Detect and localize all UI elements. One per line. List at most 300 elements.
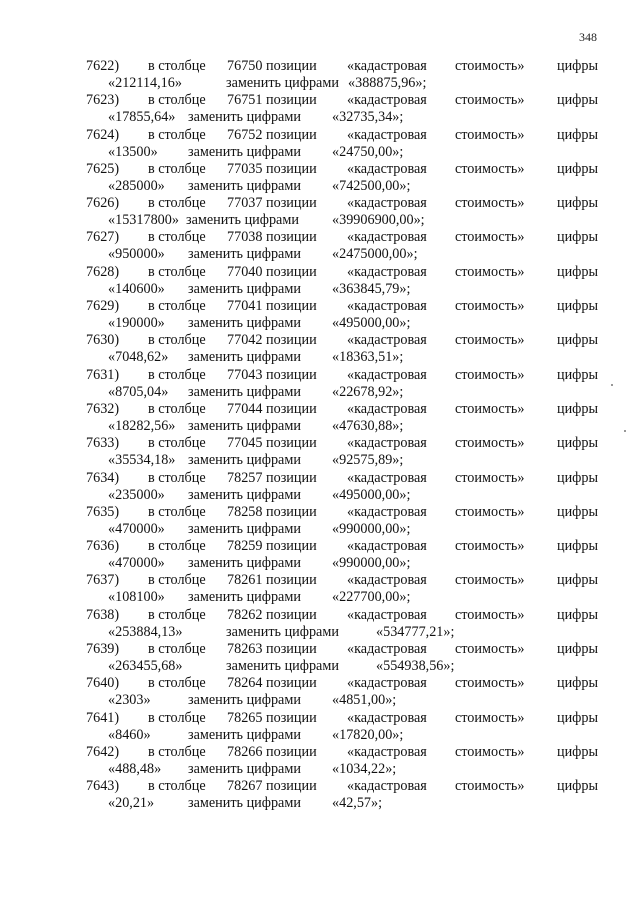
cadastral-label: «кадастровая bbox=[347, 366, 427, 383]
amendment-entry bbox=[0, 538, 639, 572]
replace-label: заменить цифрами bbox=[226, 75, 339, 91]
new-value: «32735,34»; bbox=[332, 109, 404, 126]
position-label: позиции bbox=[266, 572, 317, 589]
position-number: 78265 bbox=[227, 709, 263, 726]
position-number: 76751 bbox=[227, 92, 263, 109]
new-value: «22678,92»; bbox=[332, 383, 404, 400]
digits-label: цифры bbox=[557, 195, 599, 212]
amendment-entry bbox=[0, 504, 639, 538]
cadastral-label: «кадастровая bbox=[347, 469, 427, 486]
entry-line-2 bbox=[0, 452, 639, 469]
amendment-list bbox=[0, 58, 639, 813]
new-value: «554938,56»; bbox=[376, 658, 455, 675]
position-number: 78261 bbox=[227, 572, 263, 589]
column-label: в столбце bbox=[148, 195, 206, 212]
new-value: «534777,21»; bbox=[376, 623, 455, 640]
amendment-entry bbox=[0, 710, 639, 744]
amendment-entry bbox=[0, 401, 639, 435]
cadastral-label: «кадастровая bbox=[347, 332, 427, 349]
entry-line-2 bbox=[0, 555, 639, 572]
entry-line-2 bbox=[0, 109, 639, 126]
cost-label: стоимость» bbox=[455, 606, 525, 623]
digits-label: цифры bbox=[557, 332, 599, 349]
replace-label: заменить цифрами bbox=[226, 658, 339, 675]
position-number: 76752 bbox=[227, 126, 263, 143]
position-number: 77035 bbox=[227, 160, 263, 177]
entry-number: 7641) bbox=[86, 709, 120, 726]
old-value: «7048,62» bbox=[108, 349, 169, 366]
position-number: 77044 bbox=[227, 400, 263, 417]
cost-label: стоимость» bbox=[455, 538, 525, 555]
amendment-entry bbox=[0, 744, 639, 778]
new-value: «2475000,00»; bbox=[332, 246, 418, 263]
amendment-entry bbox=[0, 332, 639, 366]
amendment-entry bbox=[0, 298, 639, 332]
position-label: позиции bbox=[266, 298, 317, 315]
cadastral-label: «кадастровая bbox=[347, 160, 427, 177]
position-number: 77040 bbox=[227, 263, 263, 280]
position-label: позиции bbox=[266, 641, 317, 658]
entry-number: 7639) bbox=[86, 641, 120, 658]
position-text bbox=[227, 195, 317, 212]
position-label: позиции bbox=[266, 538, 317, 555]
entry-number: 7622) bbox=[86, 58, 120, 74]
entry-line-1 bbox=[0, 401, 639, 418]
new-value: «47630,88»; bbox=[332, 417, 404, 434]
position-label: позиции bbox=[266, 263, 317, 280]
digits-label: цифры bbox=[557, 229, 599, 246]
cost-label: стоимость» bbox=[455, 195, 525, 212]
amendment-entry bbox=[0, 470, 639, 504]
cost-label: стоимость» bbox=[455, 298, 525, 315]
entry-line-2 bbox=[0, 75, 639, 92]
old-value: «108100» bbox=[108, 589, 165, 606]
entry-line-1 bbox=[0, 744, 639, 761]
entry-line-2 bbox=[0, 418, 639, 435]
entry-line-1 bbox=[0, 367, 639, 384]
cost-label: стоимость» bbox=[455, 572, 525, 589]
old-value: «18282,56» bbox=[108, 417, 176, 434]
cadastral-label: «кадастровая bbox=[347, 126, 427, 143]
position-number: 77037 bbox=[227, 195, 263, 212]
cost-label: стоимость» bbox=[455, 743, 525, 760]
amendment-entry bbox=[0, 195, 639, 229]
new-value: «227700,00»; bbox=[332, 589, 411, 606]
cadastral-label: «кадастровая bbox=[347, 503, 427, 520]
digits-label: цифры bbox=[557, 538, 599, 555]
amendment-entry bbox=[0, 127, 639, 161]
position-number: 78258 bbox=[227, 503, 263, 520]
new-value: «495000,00»; bbox=[332, 486, 411, 503]
column-label: в столбце bbox=[148, 400, 206, 417]
column-label: в столбце bbox=[148, 469, 206, 486]
cadastral-label: «кадастровая bbox=[347, 435, 427, 452]
amendment-entry bbox=[0, 229, 639, 263]
old-value: «235000» bbox=[108, 486, 165, 503]
position-text bbox=[227, 675, 317, 692]
entry-line-2 bbox=[0, 795, 639, 812]
entry-line-1 bbox=[0, 92, 639, 109]
amendment-entry bbox=[0, 572, 639, 606]
new-value: «742500,00»; bbox=[332, 177, 411, 194]
entry-line-2 bbox=[0, 349, 639, 366]
column-label: в столбце bbox=[148, 229, 206, 246]
position-label: позиции bbox=[266, 606, 317, 623]
entry-line-1 bbox=[0, 298, 639, 315]
old-value: «253884,13» bbox=[108, 623, 183, 640]
entry-line-1 bbox=[0, 607, 639, 624]
old-value: «140600» bbox=[108, 280, 165, 297]
entry-number: 7630) bbox=[86, 332, 120, 349]
new-value: «92575,89»; bbox=[332, 452, 404, 469]
replace-label: заменить цифрами bbox=[188, 520, 301, 537]
cost-label: стоимость» bbox=[455, 58, 525, 74]
entry-number: 7635) bbox=[86, 503, 120, 520]
entry-line-1 bbox=[0, 675, 639, 692]
old-value: «15317800» bbox=[108, 212, 179, 229]
entry-line-1 bbox=[0, 161, 639, 178]
replace-label: заменить цифрами bbox=[188, 246, 301, 263]
entry-number: 7636) bbox=[86, 538, 120, 555]
column-label: в столбце bbox=[148, 263, 206, 280]
entry-line-2 bbox=[0, 727, 639, 744]
old-value: «8705,04» bbox=[108, 383, 169, 400]
position-number: 78259 bbox=[227, 538, 263, 555]
replace-label: заменить цифрами bbox=[188, 589, 301, 606]
entry-line-1 bbox=[0, 538, 639, 555]
entry-line-1 bbox=[0, 470, 639, 487]
cadastral-label: «кадастровая bbox=[347, 606, 427, 623]
column-label: в столбце bbox=[148, 366, 206, 383]
old-value: «488,48» bbox=[108, 760, 162, 777]
scan-speck bbox=[624, 430, 626, 432]
entry-line-2 bbox=[0, 178, 639, 195]
amendment-entry bbox=[0, 641, 639, 675]
cadastral-label: «кадастровая bbox=[347, 572, 427, 589]
digits-label: цифры bbox=[557, 606, 599, 623]
entry-number: 7633) bbox=[86, 435, 120, 452]
replace-label: заменить цифрами bbox=[188, 760, 301, 777]
cost-label: стоимость» bbox=[455, 503, 525, 520]
position-number: 77041 bbox=[227, 298, 263, 315]
column-label: в столбце bbox=[148, 160, 206, 177]
position-label: позиции bbox=[266, 92, 317, 109]
new-value: «363845,79»; bbox=[332, 280, 411, 297]
position-label: позиции bbox=[266, 366, 317, 383]
entry-line-2 bbox=[0, 246, 639, 263]
position-text bbox=[227, 435, 317, 452]
scan-speck bbox=[611, 384, 613, 386]
entry-number: 7642) bbox=[86, 743, 120, 760]
entry-number: 7623) bbox=[86, 92, 120, 109]
digits-label: цифры bbox=[557, 160, 599, 177]
entry-number: 7631) bbox=[86, 366, 120, 383]
cadastral-label: «кадастровая bbox=[347, 58, 427, 74]
cost-label: стоимость» bbox=[455, 778, 525, 795]
column-label: в столбце bbox=[148, 743, 206, 760]
digits-label: цифры bbox=[557, 709, 599, 726]
old-value: «212114,16» bbox=[108, 75, 182, 91]
position-number: 78266 bbox=[227, 743, 263, 760]
digits-label: цифры bbox=[557, 503, 599, 520]
column-label: в столбце bbox=[148, 778, 206, 795]
cadastral-label: «кадастровая bbox=[347, 641, 427, 658]
position-text bbox=[227, 778, 317, 795]
entry-line-1 bbox=[0, 58, 639, 75]
old-value: «470000» bbox=[108, 555, 165, 572]
entry-line-1 bbox=[0, 127, 639, 144]
old-value: «470000» bbox=[108, 520, 165, 537]
replace-label: заменить цифрами bbox=[226, 623, 339, 640]
column-label: в столбце bbox=[148, 641, 206, 658]
cadastral-label: «кадастровая bbox=[347, 675, 427, 692]
replace-label: заменить цифрами bbox=[188, 109, 301, 126]
cadastral-label: «кадастровая bbox=[347, 229, 427, 246]
cost-label: стоимость» bbox=[455, 469, 525, 486]
entry-line-1 bbox=[0, 332, 639, 349]
column-label: в столбце bbox=[148, 503, 206, 520]
new-value: «42,57»; bbox=[332, 795, 383, 812]
cost-label: стоимость» bbox=[455, 160, 525, 177]
digits-label: цифры bbox=[557, 263, 599, 280]
replace-label: заменить цифрами bbox=[188, 692, 301, 709]
cost-label: стоимость» bbox=[455, 263, 525, 280]
column-label: в столбце bbox=[148, 675, 206, 692]
old-value: «17855,64» bbox=[108, 109, 176, 126]
entry-line-2 bbox=[0, 761, 639, 778]
position-text bbox=[227, 470, 317, 487]
new-value: «495000,00»; bbox=[332, 315, 411, 332]
column-label: в столбце bbox=[148, 126, 206, 143]
amendment-entry bbox=[0, 92, 639, 126]
amendment-entry bbox=[0, 435, 639, 469]
entry-line-1 bbox=[0, 641, 639, 658]
old-value: «13500» bbox=[108, 143, 158, 160]
new-value: «18363,51»; bbox=[332, 349, 404, 366]
entry-line-2 bbox=[0, 589, 639, 606]
digits-label: цифры bbox=[557, 572, 599, 589]
amendment-entry bbox=[0, 264, 639, 298]
new-value: «388875,96»; bbox=[348, 75, 427, 91]
position-text bbox=[227, 641, 317, 658]
position-text bbox=[227, 229, 317, 246]
entry-line-1 bbox=[0, 435, 639, 452]
position-text bbox=[227, 367, 317, 384]
entry-line-2 bbox=[0, 315, 639, 332]
position-number: 76750 bbox=[227, 58, 263, 74]
entry-line-1 bbox=[0, 778, 639, 795]
position-label: позиции bbox=[266, 126, 317, 143]
amendment-entry bbox=[0, 675, 639, 709]
column-label: в столбце bbox=[148, 332, 206, 349]
column-label: в столбце bbox=[148, 435, 206, 452]
cadastral-label: «кадастровая bbox=[347, 195, 427, 212]
position-text bbox=[227, 92, 317, 109]
entry-line-2 bbox=[0, 692, 639, 709]
position-text bbox=[227, 744, 317, 761]
position-text bbox=[227, 264, 317, 281]
entry-line-2 bbox=[0, 384, 639, 401]
old-value: «35534,18» bbox=[108, 452, 176, 469]
position-number: 78262 bbox=[227, 606, 263, 623]
cost-label: стоимость» bbox=[455, 126, 525, 143]
position-label: позиции bbox=[266, 400, 317, 417]
position-label: позиции bbox=[266, 503, 317, 520]
entry-line-1 bbox=[0, 195, 639, 212]
column-label: в столбце bbox=[148, 58, 206, 74]
entry-line-2 bbox=[0, 144, 639, 161]
entry-number: 7628) bbox=[86, 263, 120, 280]
position-text bbox=[227, 401, 317, 418]
column-label: в столбце bbox=[148, 572, 206, 589]
cadastral-label: «кадастровая bbox=[347, 400, 427, 417]
column-label: в столбце bbox=[148, 298, 206, 315]
position-number: 78263 bbox=[227, 641, 263, 658]
entry-number: 7627) bbox=[86, 229, 120, 246]
cadastral-label: «кадастровая bbox=[347, 743, 427, 760]
position-label: позиции bbox=[266, 229, 317, 246]
cost-label: стоимость» bbox=[455, 332, 525, 349]
position-label: позиции bbox=[266, 675, 317, 692]
entry-number: 7643) bbox=[86, 778, 120, 795]
replace-label: заменить цифрами bbox=[188, 452, 301, 469]
column-label: в столбце bbox=[148, 92, 206, 109]
position-number: 77042 bbox=[227, 332, 263, 349]
column-label: в столбце bbox=[148, 709, 206, 726]
entry-line-1 bbox=[0, 710, 639, 727]
new-value: «990000,00»; bbox=[332, 520, 411, 537]
digits-label: цифры bbox=[557, 126, 599, 143]
digits-label: цифры bbox=[557, 58, 599, 74]
cost-label: стоимость» bbox=[455, 400, 525, 417]
new-value: «39906900,00»; bbox=[332, 212, 425, 229]
replace-label: заменить цифрами bbox=[188, 555, 301, 572]
cost-label: стоимость» bbox=[455, 709, 525, 726]
position-text bbox=[227, 332, 317, 349]
entry-number: 7626) bbox=[86, 195, 120, 212]
position-text bbox=[227, 572, 317, 589]
position-label: позиции bbox=[266, 435, 317, 452]
new-value: «24750,00»; bbox=[332, 143, 404, 160]
entry-line-2 bbox=[0, 658, 639, 675]
position-text bbox=[227, 127, 317, 144]
entry-line-1 bbox=[0, 229, 639, 246]
entry-number: 7625) bbox=[86, 160, 120, 177]
digits-label: цифры bbox=[557, 778, 599, 795]
position-number: 78257 bbox=[227, 469, 263, 486]
old-value: «8460» bbox=[108, 726, 151, 743]
position-text bbox=[227, 710, 317, 727]
cadastral-label: «кадастровая bbox=[347, 92, 427, 109]
cadastral-label: «кадастровая bbox=[347, 538, 427, 555]
entry-line-2 bbox=[0, 521, 639, 538]
amendment-entry bbox=[0, 778, 639, 812]
entry-number: 7629) bbox=[86, 298, 120, 315]
entry-number: 7638) bbox=[86, 606, 120, 623]
new-value: «990000,00»; bbox=[332, 555, 411, 572]
cost-label: стоимость» bbox=[455, 675, 525, 692]
new-value: «1034,22»; bbox=[332, 760, 397, 777]
entry-line-2 bbox=[0, 212, 639, 229]
old-value: «190000» bbox=[108, 315, 165, 332]
cadastral-label: «кадастровая bbox=[347, 778, 427, 795]
position-label: позиции bbox=[266, 160, 317, 177]
position-number: 78267 bbox=[227, 778, 263, 795]
cost-label: стоимость» bbox=[455, 366, 525, 383]
entry-number: 7624) bbox=[86, 126, 120, 143]
digits-label: цифры bbox=[557, 435, 599, 452]
digits-label: цифры bbox=[557, 469, 599, 486]
position-label: позиции bbox=[266, 332, 317, 349]
position-label: позиции bbox=[266, 743, 317, 760]
position-text bbox=[227, 504, 317, 521]
position-label: позиции bbox=[266, 709, 317, 726]
entry-number: 7640) bbox=[86, 675, 120, 692]
column-label: в столбце bbox=[148, 538, 206, 555]
replace-label: заменить цифрами bbox=[188, 143, 301, 160]
cost-label: стоимость» bbox=[455, 92, 525, 109]
position-label: позиции bbox=[266, 58, 317, 74]
position-number: 77043 bbox=[227, 366, 263, 383]
position-number: 78264 bbox=[227, 675, 263, 692]
position-label: позиции bbox=[266, 778, 317, 795]
new-value: «17820,00»; bbox=[332, 726, 404, 743]
replace-label: заменить цифрами bbox=[188, 177, 301, 194]
entry-number: 7632) bbox=[86, 400, 120, 417]
entry-line-2 bbox=[0, 487, 639, 504]
old-value: «285000» bbox=[108, 177, 165, 194]
position-text bbox=[227, 161, 317, 178]
digits-label: цифры bbox=[557, 366, 599, 383]
column-label: в столбце bbox=[148, 606, 206, 623]
old-value: «2303» bbox=[108, 692, 151, 709]
cadastral-label: «кадастровая bbox=[347, 263, 427, 280]
replace-label: заменить цифрами bbox=[188, 383, 301, 400]
old-value: «950000» bbox=[108, 246, 165, 263]
amendment-entry bbox=[0, 607, 639, 641]
old-value: «20,21» bbox=[108, 795, 155, 812]
amendment-entry bbox=[0, 58, 639, 92]
position-number: 77038 bbox=[227, 229, 263, 246]
digits-label: цифры bbox=[557, 298, 599, 315]
entry-line-2 bbox=[0, 281, 639, 298]
position-number: 77045 bbox=[227, 435, 263, 452]
entry-line-2 bbox=[0, 624, 639, 641]
digits-label: цифры bbox=[557, 641, 599, 658]
replace-label: заменить цифрами bbox=[188, 726, 301, 743]
amendment-entry bbox=[0, 161, 639, 195]
new-value: «4851,00»; bbox=[332, 692, 397, 709]
old-value: «263455,68» bbox=[108, 658, 183, 675]
cost-label: стоимость» bbox=[455, 641, 525, 658]
cadastral-label: «кадастровая bbox=[347, 709, 427, 726]
position-text bbox=[227, 58, 317, 75]
position-label: позиции bbox=[266, 195, 317, 212]
page-number: 348 bbox=[579, 30, 597, 44]
entry-line-1 bbox=[0, 504, 639, 521]
cadastral-label: «кадастровая bbox=[347, 298, 427, 315]
position-text bbox=[227, 607, 317, 624]
entry-number: 7634) bbox=[86, 469, 120, 486]
position-label: позиции bbox=[266, 469, 317, 486]
position-text bbox=[227, 538, 317, 555]
amendment-entry bbox=[0, 367, 639, 401]
replace-label: заменить цифрами bbox=[188, 795, 301, 812]
replace-label: заменить цифрами bbox=[188, 417, 301, 434]
replace-label: заменить цифрами bbox=[186, 212, 299, 229]
entry-line-1 bbox=[0, 264, 639, 281]
digits-label: цифры bbox=[557, 675, 599, 692]
